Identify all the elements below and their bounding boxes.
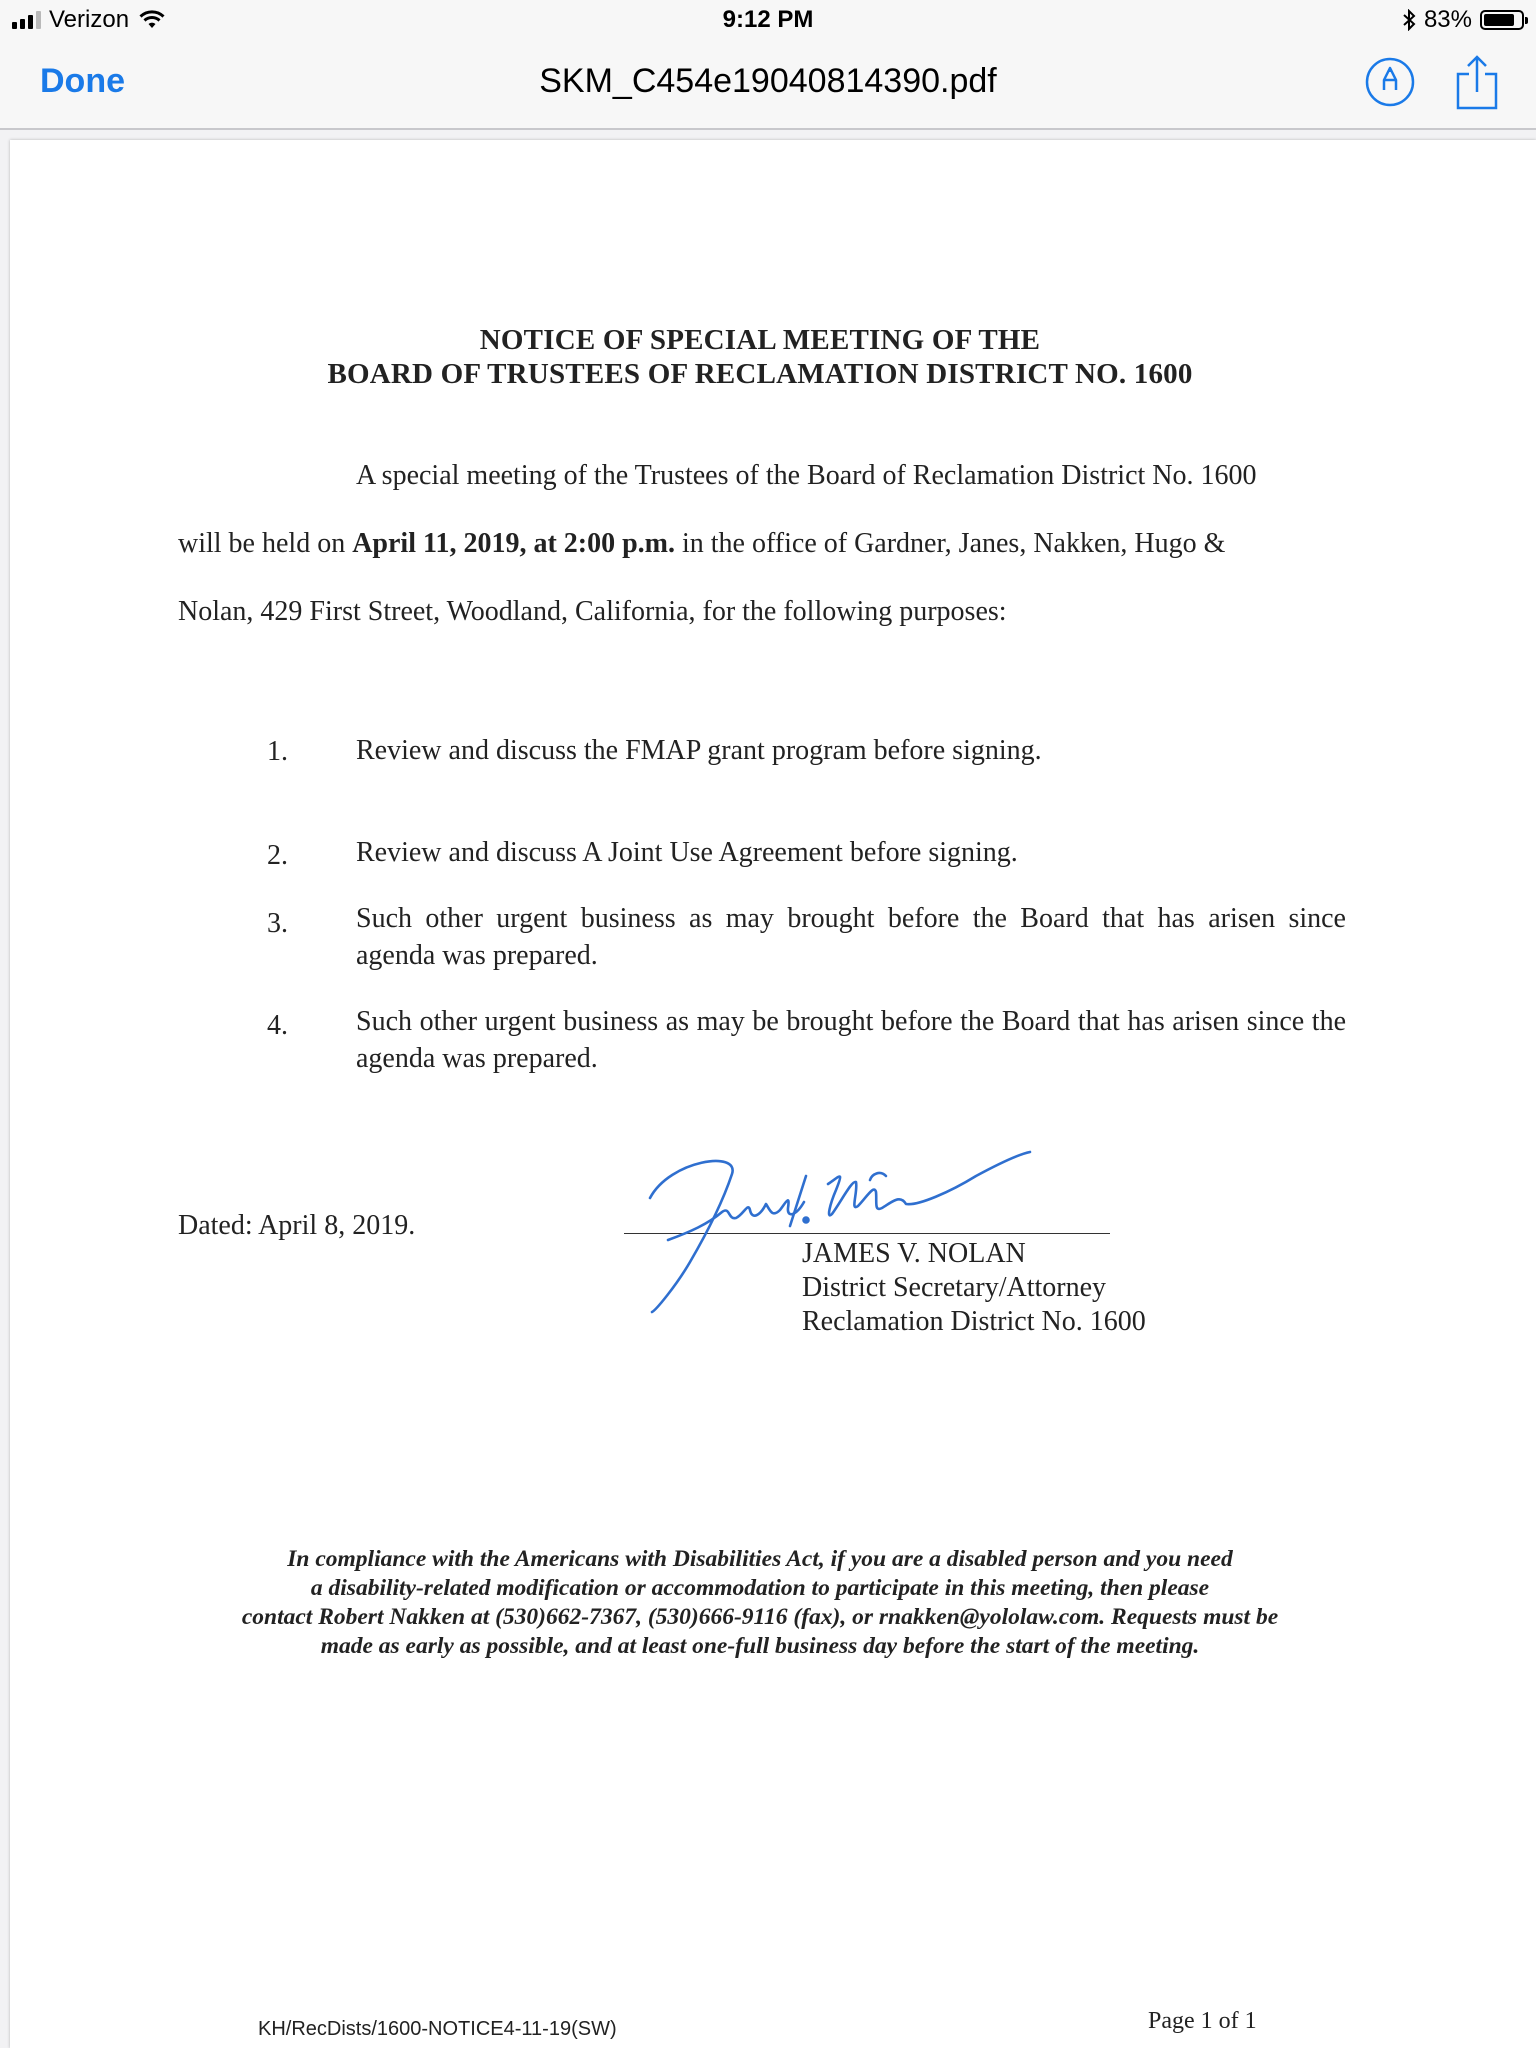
pdf-page[interactable] bbox=[10, 140, 1536, 2048]
ada-line: contact Robert Nakken at (530)662-7367, (530)666-9116 (fax), or rnakken@yololaw.com. Requests must be bbox=[241, 1604, 1279, 1630]
item-text: Such other urgent business as may be brought before the Board that has arisen since the agenda was prepared. bbox=[356, 1006, 1346, 1074]
item-number: 2. bbox=[267, 840, 288, 871]
paragraph-line2-post: in the office of Gardner, Janes, Nakken, Hugo & bbox=[674, 528, 1226, 559]
footer-reference: KH/RecDists/1600-NOTICE4-11-19(SW) bbox=[258, 2018, 617, 2040]
item-number: 4. bbox=[267, 1010, 288, 1041]
meeting-date-time: April 11, 2019, at 2:00 p.m. bbox=[352, 528, 675, 559]
paragraph-line2-pre: will be held on bbox=[178, 528, 353, 559]
status-right bbox=[1402, 6, 1524, 34]
paragraph-line1: A special meeting of the Trustees of the Board of Reclamation District No. 1600 bbox=[356, 460, 1257, 491]
bluetooth-icon bbox=[1402, 9, 1416, 31]
status-bar bbox=[0, 0, 1536, 42]
status-time: 9:12 PM bbox=[722, 6, 814, 33]
item-text: Such other urgent business as may brought before the Board that has arisen since agenda was prepared. bbox=[356, 903, 1346, 971]
markup-icon bbox=[1364, 56, 1416, 108]
battery-percent: 83% bbox=[1423, 6, 1472, 33]
battery-icon bbox=[1480, 10, 1524, 30]
signer-organization: Reclamation District No. 1600 bbox=[802, 1306, 1146, 1337]
markup-button[interactable] bbox=[1364, 56, 1416, 113]
ada-notice bbox=[170, 1545, 1350, 1661]
notice-title-line1: NOTICE OF SPECIAL MEETING OF THE bbox=[479, 324, 1041, 356]
ada-line: made as early as possible, and at least one-full business day before the start of the meeting. bbox=[320, 1633, 1200, 1659]
dated-line: Dated: April 8, 2019. bbox=[178, 1210, 416, 1241]
notice-title-line2: BOARD OF TRUSTEES OF RECLAMATION DISTRICT NO. 1600 bbox=[327, 358, 1193, 390]
ada-line: In compliance with the Americans with Disabilities Act, if you are a disabled person and you need bbox=[287, 1546, 1233, 1572]
document-title: SKM_C454e19040814390.pdf bbox=[539, 62, 997, 100]
item-number: 1. bbox=[267, 736, 288, 767]
paragraph-line3: Nolan, 429 First Street, Woodland, California, for the following purposes: bbox=[178, 596, 1007, 627]
share-icon bbox=[1454, 54, 1500, 112]
signer-title: District Secretary/Attorney bbox=[802, 1272, 1107, 1303]
signer-name: JAMES V. NOLAN bbox=[802, 1238, 1026, 1269]
battery-fill bbox=[1484, 14, 1514, 26]
footer-page-number: Page 1 of 1 bbox=[1148, 2008, 1257, 2034]
item-text: Review and discuss A Joint Use Agreement before signing. bbox=[356, 837, 1018, 868]
item-text: Review and discuss the FMAP grant program before signing. bbox=[356, 735, 1042, 766]
done-button[interactable]: Done bbox=[40, 62, 125, 100]
nav-bar bbox=[0, 42, 1536, 130]
item-number: 3. bbox=[267, 908, 288, 939]
carrier-label: Verizon bbox=[49, 6, 130, 33]
ada-line: a disability-related modification or accommodation to participate in this meeting, then please bbox=[310, 1575, 1210, 1601]
share-button[interactable] bbox=[1454, 54, 1500, 117]
paragraph-line2 bbox=[178, 528, 1225, 560]
